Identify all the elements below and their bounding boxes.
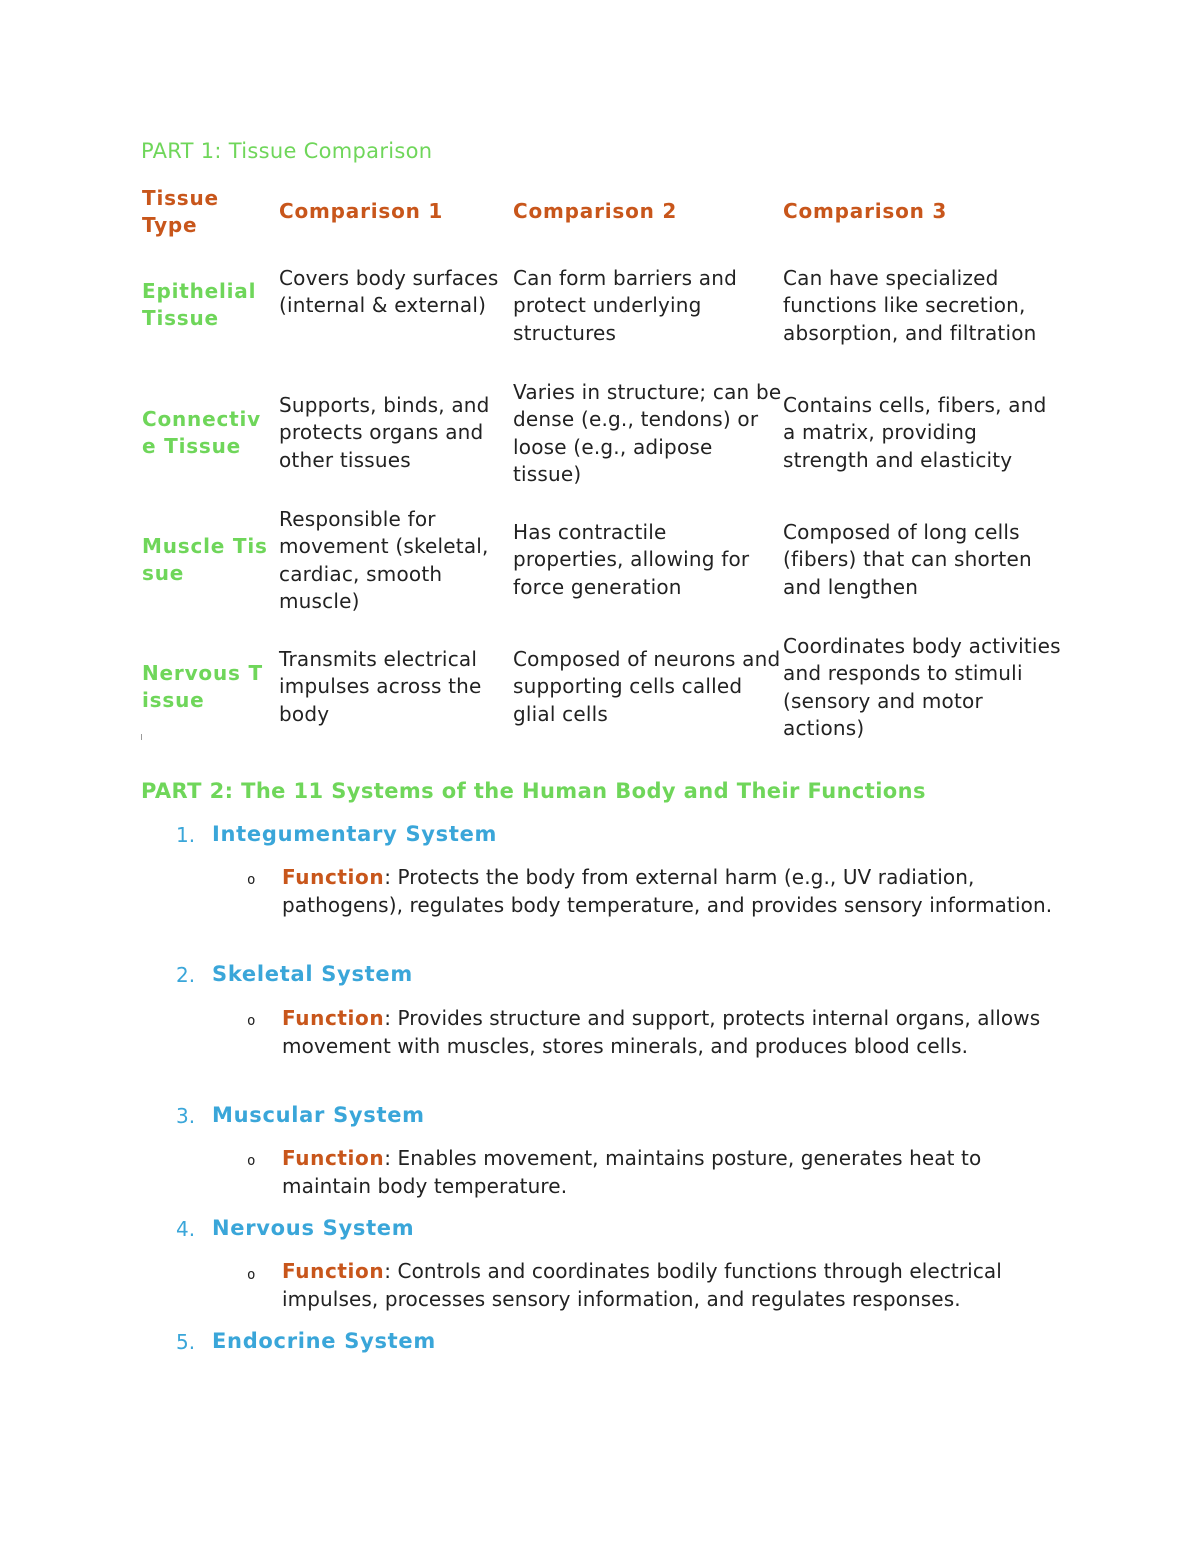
tissue-type-cell: Nervous Tissue: [142, 661, 263, 713]
tissue-type-cell: Connective Tissue: [142, 407, 261, 459]
comparison-1-cell: Transmits electrical impulses across the body: [279, 647, 482, 726]
table-header-row: [141, 185, 1061, 265]
header-comparison-2: Comparison 2: [513, 199, 678, 223]
system-name: Skeletal System: [212, 962, 413, 986]
header-comparison-1: Comparison 1: [279, 199, 444, 223]
part1-heading: PART 1: Tissue Comparison: [141, 139, 433, 163]
system-name: Integumentary System: [212, 822, 498, 846]
function-text: : Provides structure and support, protects internal organs, allows movement with muscles, stores minerals, and produces blood cells.: [282, 1006, 1041, 1058]
bullet-icon: o: [247, 1013, 256, 1029]
comparison-3-cell: Coordinates body activities and responds to stimuli (sensory and motor actions): [783, 634, 1061, 740]
comparison-2-cell: Can form barriers and protect underlying structures: [513, 266, 737, 345]
system-function: [282, 1145, 1062, 1200]
system-function: [282, 1258, 1062, 1313]
comparison-2-cell: Has contractile properties, allowing for force generation: [513, 520, 750, 599]
list-number: 4.: [176, 1217, 196, 1241]
comparison-1-cell: Covers body surfaces (internal & external): [279, 266, 499, 318]
table-row: [141, 265, 1061, 379]
function-label: Function: [282, 865, 385, 889]
function-label: Function: [282, 1146, 385, 1170]
comparison-2-cell: Varies in structure; can be dense (e.g., tendons) or loose (e.g., adipose tissue): [513, 380, 782, 486]
comparison-3-cell: Contains cells, fibers, and a matrix, providing strength and elasticity: [783, 393, 1047, 472]
comparison-1-cell: Responsible for movement (skeletal, cardiac, smooth muscle): [279, 507, 489, 613]
table-row: [141, 379, 1061, 506]
system-function: [282, 1005, 1062, 1060]
part2-heading: PART 2: The 11 Systems of the Human Body and Their Functions: [141, 779, 926, 803]
bullet-icon: o: [247, 1153, 256, 1169]
system-function: [282, 864, 1062, 919]
header-tissue-type: Tissue Type: [142, 186, 219, 238]
tissue-type-cell: Muscle Tissue: [142, 534, 268, 586]
table-row: [141, 506, 1061, 633]
comparison-3-cell: Can have specialized functions like secretion, absorption, and filtration: [783, 266, 1037, 345]
table-row: [141, 633, 1061, 743]
function-text: : Enables movement, maintains posture, generates heat to maintain body temperature.: [282, 1146, 982, 1198]
list-number: 1.: [176, 823, 196, 847]
tissue-type-cell: Epithelial Tissue: [142, 279, 257, 331]
comparison-3-cell: Composed of long cells (fibers) that can shorten and lengthen: [783, 520, 1032, 599]
comparison-1-cell: Supports, binds, and protects organs and other tissues: [279, 393, 490, 472]
list-number: 3.: [176, 1104, 196, 1128]
comparison-2-cell: Composed of neurons and supporting cells called glial cells: [513, 647, 781, 726]
system-name: Muscular System: [212, 1103, 425, 1127]
function-label: Function: [282, 1259, 385, 1283]
tissue-comparison-table: [141, 185, 1061, 743]
list-number: 2.: [176, 963, 196, 987]
system-name: Nervous System: [212, 1216, 415, 1240]
function-label: Function: [282, 1006, 385, 1030]
function-text: : Controls and coordinates bodily functions through electrical impulses, processes sensory information, and regulates responses.: [282, 1259, 1002, 1311]
list-number: 5.: [176, 1330, 196, 1354]
stray-mark: [141, 734, 142, 740]
function-text: : Protects the body from external harm (e.g., UV radiation, pathogens), regulates body temperature, and provides sensory information.: [282, 865, 1053, 917]
header-comparison-3: Comparison 3: [783, 199, 948, 223]
system-name: Endocrine System: [212, 1329, 436, 1353]
bullet-icon: o: [247, 1267, 256, 1283]
bullet-icon: o: [247, 872, 256, 888]
